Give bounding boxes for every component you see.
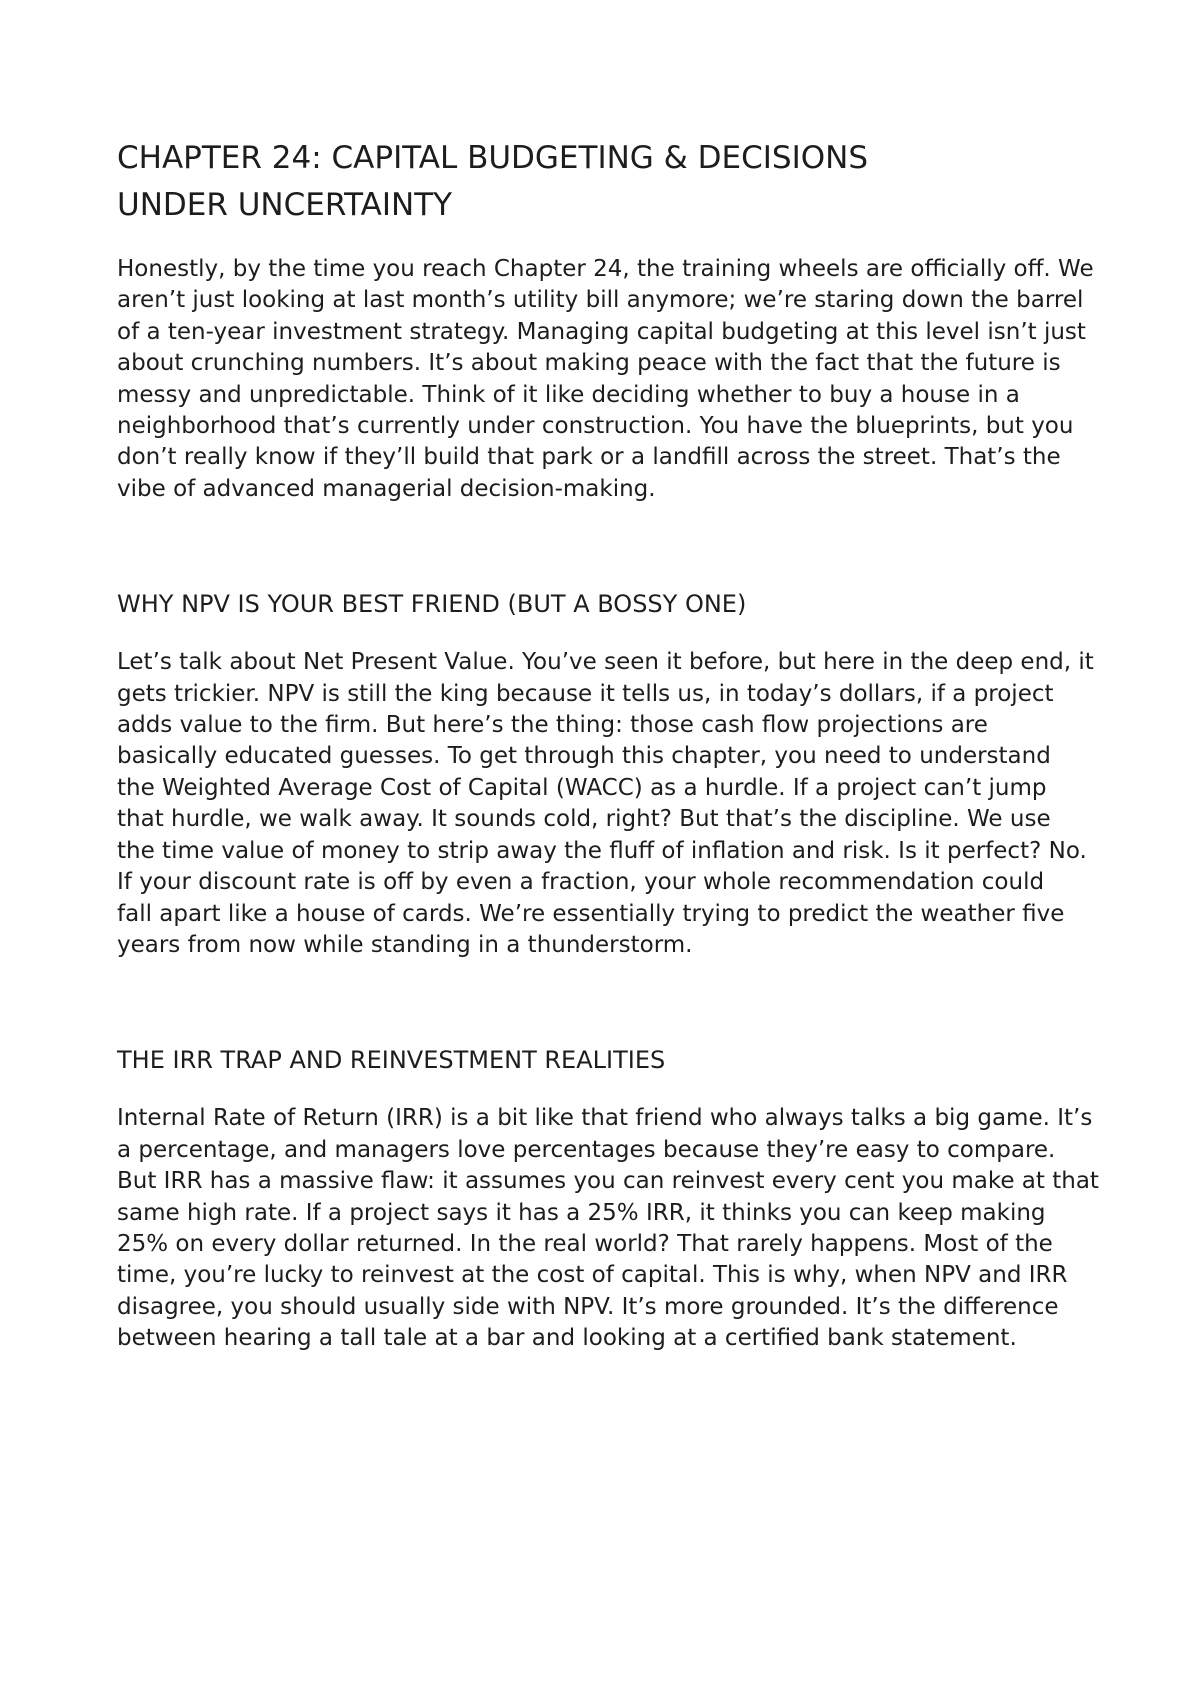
paragraph-line: the time value of money to strip away the fluff of inflation and risk. Is it perfect? No. [117, 837, 1087, 864]
paragraph-line: 25% on every dollar returned. In the real world? That rarely happens. Most of the [117, 1230, 1053, 1257]
paragraph-line: adds value to the firm. But here’s the thing: those cash flow projections are [117, 712, 988, 739]
paragraph-line: If your discount rate is off by even a fraction, your whole recommendation could [117, 869, 1045, 896]
paragraph-line: But IRR has a massive flaw: it assumes you can reinvest every cent you make at that [117, 1168, 1099, 1195]
paragraph-line: fall apart like a house of cards. We’re essentially trying to predict the weather five [117, 900, 1065, 927]
paragraph-line: years from now while standing in a thunderstorm. [117, 931, 693, 958]
paragraph-line: gets trickier. NPV is still the king because it tells us, in today’s dollars, if a project [117, 680, 1054, 707]
paragraph-line: Honestly, by the time you reach Chapter 24, the training wheels are officially off. We [117, 256, 1094, 282]
section-irr [117, 1044, 1200, 1354]
section-heading: WHY NPV IS YOUR BEST FRIEND (BUT A BOSSY ONE) [117, 590, 747, 619]
paragraph-line: of a ten-year investment strategy. Managing capital budgeting at this level isn’t just [117, 318, 1086, 345]
paragraph-line: about crunching numbers. It’s about making peace with the fact that the future is [117, 350, 1061, 377]
section-paragraph [117, 647, 1200, 961]
paragraph-line: between hearing a tall tale at a bar and looking at a certified bank statement. [117, 1325, 1017, 1352]
paragraph-line: aren’t just looking at last month’s utility bill anymore; we’re staring down the barrel [117, 287, 1084, 314]
paragraph-line: a percentage, and managers love percentages because they’re easy to compare. [117, 1136, 1056, 1163]
section-paragraph [117, 1103, 1200, 1354]
paragraph-line: messy and unpredictable. Think of it like deciding whether to buy a house in a [117, 381, 1020, 408]
paragraph-line: disagree, you should usually side with NPV. It’s more grounded. It’s the difference [117, 1293, 1059, 1320]
paragraph-line: basically educated guesses. To get through this chapter, you need to understand [117, 743, 1051, 770]
paragraph-line: Let’s talk about Net Present Value. You’ve seen it before, but here in the deep end, it [117, 649, 1094, 676]
paragraph-line: vibe of advanced managerial decision-making. [117, 475, 656, 502]
section-heading: THE IRR TRAP AND REINVESTMENT REALITIES [117, 1046, 666, 1075]
section-npv [117, 588, 1200, 961]
paragraph-line: the Weighted Average Cost of Capital (WACC) as a hurdle. If a project can’t jump [117, 774, 1047, 801]
intro-paragraph [117, 254, 1200, 505]
paragraph-line: that hurdle, we walk away. It sounds cold, right? But that’s the discipline. We use [117, 806, 1051, 833]
paragraph-line: don’t really know if they’ll build that park or a landfill across the street. That’s the [117, 444, 1061, 471]
paragraph-line: same high rate. If a project says it has a 25% IRR, it thinks you can keep making [117, 1199, 1046, 1226]
chapter-title-line: UNDER UNCERTAINTY [117, 187, 453, 223]
paragraph-line: Internal Rate of Return (IRR) is a bit like that friend who always talks a big game. It’s [117, 1105, 1093, 1132]
chapter-title [117, 135, 1200, 229]
paragraph-line: time, you’re lucky to reinvest at the cost of capital. This is why, when NPV and IRR [117, 1262, 1068, 1289]
chapter-title-line: CHAPTER 24: CAPITAL BUDGETING & DECISIONS [117, 140, 869, 176]
paragraph-line: neighborhood that’s currently under construction. You have the blueprints, but you [117, 413, 1074, 440]
